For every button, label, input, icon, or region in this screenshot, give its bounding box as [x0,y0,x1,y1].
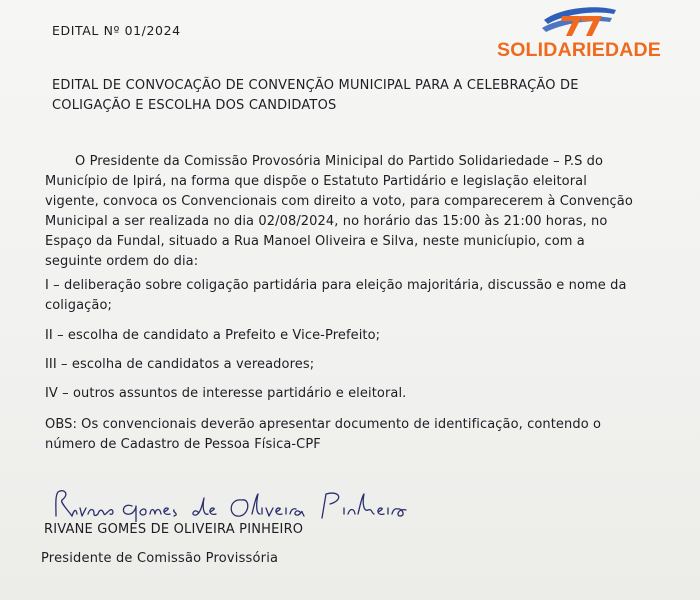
agenda-line: III – escolha de candidatos a vereadores; [45,357,315,372]
solidariedade-logo [478,6,680,64]
logo-text: SOLIDARIEDADE [496,39,662,61]
agenda-line: coligação; [45,298,112,313]
intro-line: Município de Ipirá, na forma que dispõe o Estatuto Partidário e legislação eleitoral [45,174,587,189]
agenda-item-3 [45,355,665,375]
agenda-item-4 [45,384,665,404]
agenda-item-1 [45,276,665,316]
handwritten-signature [50,486,420,522]
intro-line: vigente, convoca os Convencionais com direito a voto, para comparecerem à Convenção [45,194,633,209]
agenda-item-2 [45,326,665,346]
intro-line: O Presidente da Comissão Provosória Minicipal do Partido Solidariedade – P.S do [75,154,604,169]
obs-line: número de Cadastro de Pessoa Física-CPF [45,437,321,452]
title-line: EDITAL DE CONVOCAÇÃO DE CONVENÇÃO MUNICIPAL PARA A CELEBRAÇÃO DE [52,78,579,93]
agenda-line: IV – outros assuntos de interesse partidário e eleitoral. [45,386,407,401]
obs-note [45,415,665,455]
agenda-line: I – deliberação sobre coligação partidária para eleição majoritária, discussão e nome da [45,278,627,293]
intro-line: Espaço da Fundal, situado a Rua Manoel Oliveira e Silva, neste municíupio, com a [45,234,585,249]
document-title [52,76,652,116]
intro-paragraph [45,152,665,272]
edital-number: EDITAL Nº 01/2024 [52,23,181,38]
obs-line: OBS: Os convencionais deverão apresentar documento de identificação, contendo o [45,417,602,432]
logo-77-icon [540,6,618,40]
signatory-title: Presidente de Comissão Provissória [41,551,279,566]
intro-line: seguinte ordem do dia: [45,254,199,269]
signatory-name: RIVANE GOMES DE OLIVEIRA PINHEIRO [44,522,304,537]
title-line: COLIGAÇÃO E ESCOLHA DOS CANDIDATOS [52,98,337,113]
agenda-line: II – escolha de candidato a Prefeito e Vice-Prefeito; [45,328,381,343]
intro-line: Municipal a ser realizada no dia 02/08/2024, no horário das 15:00 às 21:00 horas, no [45,214,608,229]
